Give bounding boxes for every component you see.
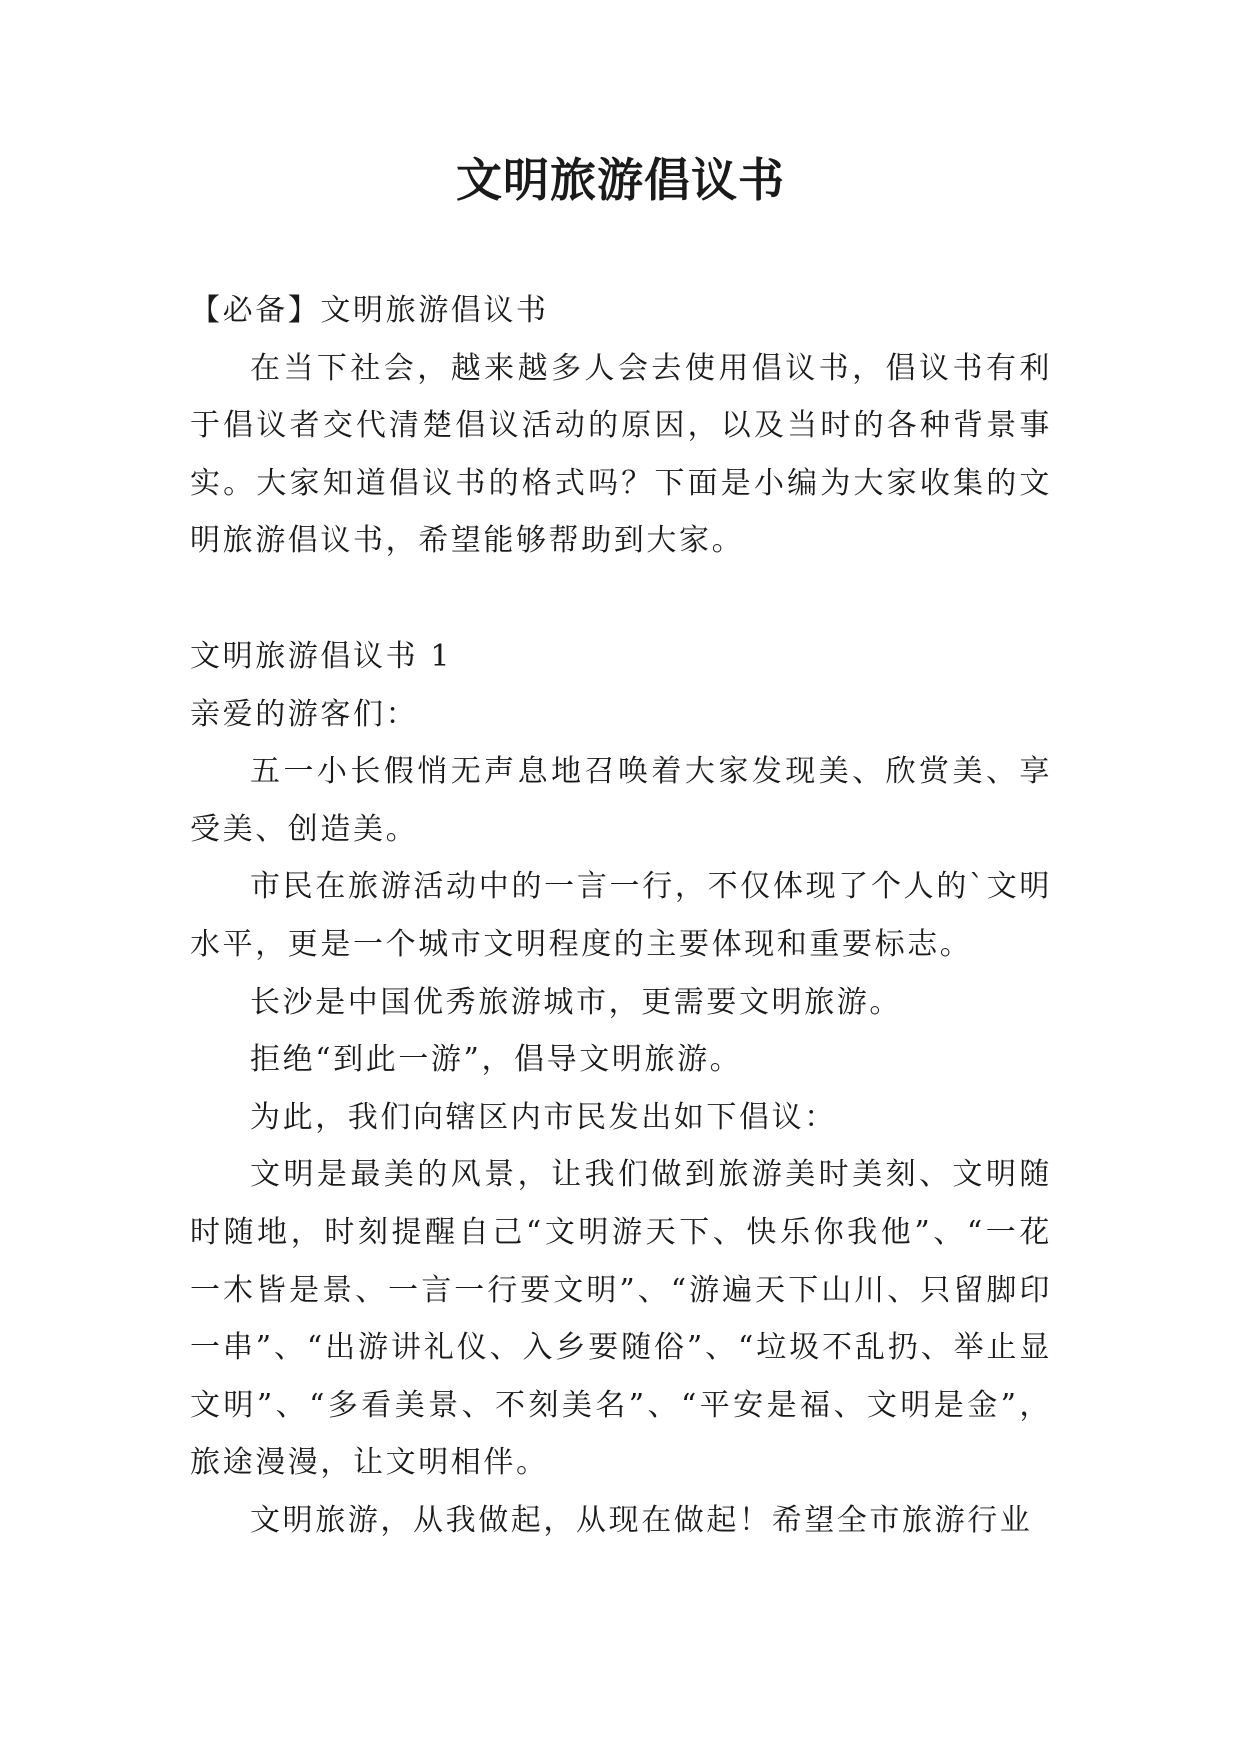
salutation: 亲爱的游客们： bbox=[190, 696, 419, 732]
body-paragraph: 市民在旅游活动中的一言一行，不仅体现了个人的`文明水平，更是一个城市文明程度的主要体现和重要标志。 bbox=[190, 869, 1052, 962]
section-heading: 文明旅游倡议书 1 bbox=[190, 638, 453, 674]
document-title: 文明旅游倡议书 bbox=[456, 153, 785, 207]
body-paragraph: 文明是最美的风景，让我们做到旅游美时美刻、文明随时随地，时刻提醒自己“文明游天下、快乐你我他”、“一花一木皆是景、一言一行要文明”、“游遍天下山川、只留脚印一串”、“出游讲礼仪、入乡要随俗”、“垃圾不乱扔、举止显文明”、“多看美景、不刻美名”、“平安是福、文明是金”，旅途漫漫，让文明相伴。 bbox=[190, 1157, 1052, 1481]
body-paragraph: 为此，我们向辖区内市民发出如下倡议： bbox=[250, 1099, 837, 1135]
intro-paragraph: 在当下社会，越来越多人会去使用倡议书，倡议书有利于倡议者交代清楚倡议活动的原因，以及当时的各种背景事实。大家知道倡议书的格式吗？下面是小编为大家收集的文明旅游倡议书，希望能够帮助到大家。 bbox=[190, 350, 1052, 559]
document-body bbox=[190, 282, 1052, 1549]
body-paragraph: 五一小长假悄无声息地召唤着大家发现美、欣赏美、享受美、创造美。 bbox=[190, 754, 1052, 847]
body-paragraph: 拒绝“到此一游”，倡导文明旅游。 bbox=[250, 1042, 743, 1078]
body-paragraph: 长沙是中国优秀旅游城市，更需要文明旅游。 bbox=[250, 984, 902, 1020]
body-paragraph: 文明旅游，从我做起，从现在做起！希望全市旅游行业 bbox=[250, 1502, 1033, 1538]
document-subtitle: 【必备】文明旅游倡议书 bbox=[190, 293, 549, 328]
